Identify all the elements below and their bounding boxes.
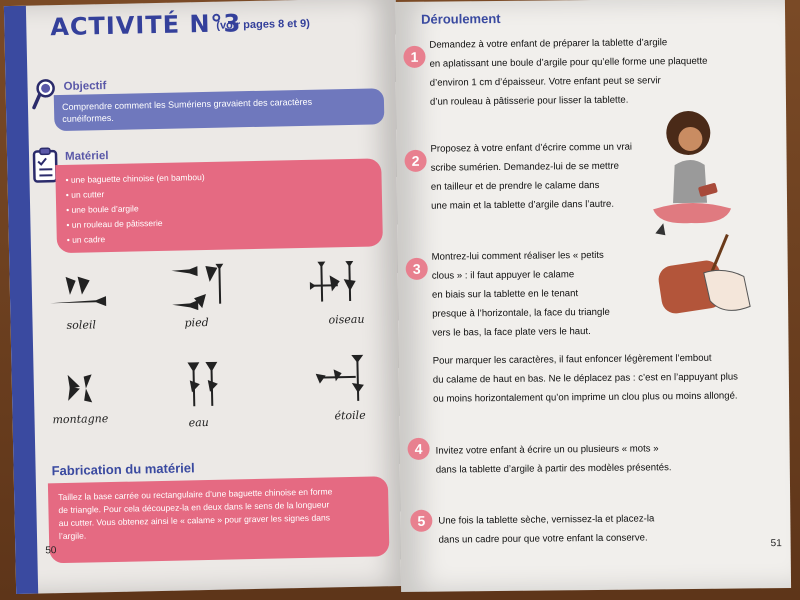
glyph-label-pied: pied: [184, 315, 209, 330]
materiel-item: • un rouleau de pâtisserie: [66, 217, 163, 230]
fabrication-text-line: Taillez la base carrée ou rectangulaire d’une baguette chinoise en forme: [58, 486, 333, 503]
deroulement-heading: Déroulement: [421, 10, 501, 27]
step-number-badge: 5: [410, 510, 432, 532]
cuneiform-eau-glyph: [183, 362, 224, 418]
step-number-badge: 2: [404, 150, 426, 172]
cuneiform-etoile-glyph: [315, 355, 372, 411]
objectif-text-line: cunéiformes.: [62, 112, 114, 124]
cuneiform-montagne-glyph: [66, 370, 97, 412]
glyph-label-eau: eau: [188, 415, 209, 430]
step-number-badge: 1: [403, 46, 425, 68]
activity-title: ACTIVITÉ N°3: [50, 9, 242, 42]
materiel-item: • une baguette chinoise (en bambou): [65, 172, 205, 185]
objectif-heading: Objectif: [63, 80, 107, 93]
step-number-badge: 3: [406, 258, 428, 280]
tablet-stylus-illustration: [653, 226, 764, 342]
step-number-badge: 4: [407, 438, 429, 460]
glyph-label-etoile: étoile: [334, 408, 366, 423]
materiel-heading: Matériel: [64, 150, 109, 163]
fabrication-text-line: au cutter. Vous obtenez ainsi le « calame » pour graver les signes dans: [58, 512, 331, 529]
right-page: [395, 0, 791, 592]
materiel-item: • un cadre: [66, 234, 106, 245]
objectif-box: [54, 88, 385, 131]
page-number-left: 50: [45, 545, 57, 557]
calame-note-text: Pour marquer les caractères, il faut enfoncer légèrement l’embout du calame de haut en bas. Ne le déplacez pas : c’est en l’appuyant plus ou moins horizontalement qu’on imprime un clou plus ou moins allongé.: [432, 352, 739, 405]
activity-title-reference: (voir pages 8 et 9): [216, 17, 310, 32]
page-number-right: 51: [770, 538, 782, 550]
glyph-label-soleil: soleil: [66, 318, 97, 332]
objectif-text-line: Comprendre comment les Sumériens gravaient des caractères: [61, 96, 313, 112]
glyph-label-oiseau: oiseau: [328, 312, 365, 327]
cuneiform-soleil-glyph: [47, 272, 108, 318]
materiel-item: • une boule d’argile: [66, 203, 139, 215]
glyph-label-montagne: montagne: [52, 412, 109, 427]
fabrication-text-line: de triangle. Pour cela découpez-la en deux dans le sens de la longueur: [58, 499, 330, 516]
cuneiform-pied-glyph: [169, 264, 230, 316]
step-1-text: Demandez à votre enfant de préparer la tablette d’argile en aplatissant une boule d’argile pour qu’elle forme une plaquette d’environ 1 cm d’épaisseur. Votre enfant peut se servir d’un rouleau à pâtisserie pour lisser la tablette.: [429, 37, 708, 108]
fabrication-box: [48, 476, 390, 563]
step-3-text: Montrez-lui comment réaliser les « petits clous » : il faut appuyer le calame en biais sur la tablette en le tenant presque à l’horizontale, la face du triangle vers le bas, la face plate vers le haut.: [431, 249, 610, 339]
materiel-item: • un cutter: [65, 189, 105, 200]
step-4-text: Invitez votre enfant à écrire un ou plusieurs « mots » dans la tablette d’argile à partir des modèles présentés.: [435, 443, 672, 476]
step-5-text: Une fois la tablette sèche, vernissez-la et placez-la dans un cadre pour que votre enfant la conserve.: [438, 513, 655, 546]
cuneiform-oiseau-glyph: [309, 261, 366, 313]
fabrication-text-line: l’argile.: [58, 530, 87, 542]
left-page: [4, 0, 408, 594]
fabrication-heading: Fabrication du matériel: [51, 460, 195, 479]
step-2-text: Proposez à votre enfant d’écrire comme un vrai scribe sumérien. Demandez-lui de se mettre en tailleur et de prendre le calame dans une main et la tablette d’argile dans l’autre.: [430, 141, 633, 212]
materiel-box: [55, 158, 383, 253]
